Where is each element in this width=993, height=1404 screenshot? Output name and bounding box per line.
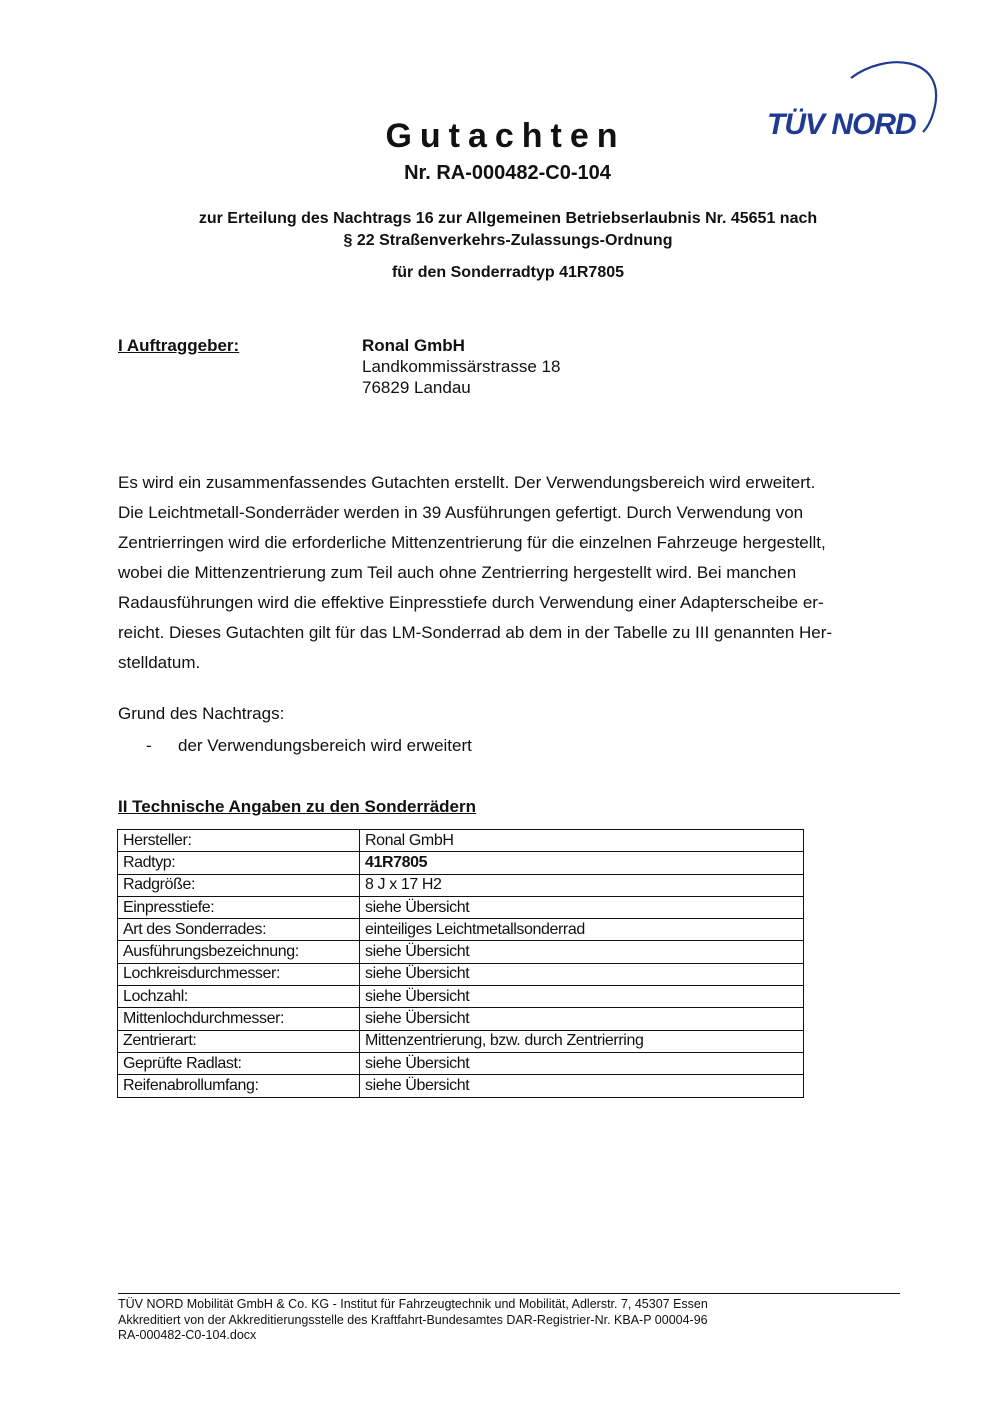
table-row (118, 1030, 804, 1052)
paragraph-line: Die Leichtmetall-Sonderräder werden in 39 Ausführungen gefertigt. Durch Verwendung von (118, 503, 804, 522)
spec-key-cell: Ausführungsbezeichnung: (118, 941, 360, 963)
spec-key-cell: Reifenabrollumfang: (118, 1075, 360, 1097)
table-row (118, 919, 804, 941)
spec-value-cell: siehe Übersicht (360, 896, 804, 918)
spec-value-cell: siehe Übersicht (360, 963, 804, 985)
client-name: Ronal GmbH (362, 336, 465, 355)
document-number: Nr. RA-000482-C0-104 (404, 162, 611, 184)
spec-key-cell: Mittenlochdurchmesser: (118, 1008, 360, 1030)
subtitle-wheel-type: für den Sonderradtyp 41R7805 (391, 264, 625, 281)
footer-divider (118, 1293, 900, 1294)
paragraph-line: Zentrierringen wird die erforderliche Mittenzentrierung für die einzelnen Fahrzeuge hergestellt, (118, 533, 826, 552)
reason-text: der Verwendungsbereich wird erweitert (178, 736, 472, 755)
paragraph-line: Radausführungen wird die effektive Einpresstiefe durch Verwendung einer Adapterscheibe er- (118, 593, 824, 612)
technical-specs-table (117, 829, 804, 1098)
table-row (118, 1052, 804, 1074)
table-row (118, 874, 804, 896)
spec-value-cell: 8 J x 17 H2 (360, 874, 804, 896)
bullet-dash: - (146, 736, 152, 755)
table-row (118, 830, 804, 852)
spec-value-cell: siehe Übersicht (360, 1075, 804, 1097)
spec-value-cell: einteiliges Leichtmetallsonderrad (360, 919, 804, 941)
spec-key-cell: Radgröße: (118, 874, 360, 896)
client-street: Landkommissärstrasse 18 (362, 357, 561, 376)
page-title: Gutachten (385, 117, 626, 155)
spec-value-cell: siehe Übersicht (360, 1052, 804, 1074)
technical-section-heading: II Technische Angaben zu den Sonderrädern (118, 797, 477, 816)
table-row (118, 963, 804, 985)
spec-value-cell: Ronal GmbH (360, 830, 804, 852)
spec-key-cell: Lochzahl: (118, 986, 360, 1008)
spec-key-cell: Hersteller: (118, 830, 360, 852)
paragraph-line: reicht. Dieses Gutachten gilt für das LM-Sonderrad ab dem in der Tabelle zu III genannten Her- (118, 623, 833, 642)
footer-line: Akkreditiert von der Akkreditierungsstelle des Kraftfahrt-Bundesamtes DAR-Registrier-Nr. KBA-P 00004-96 (118, 1312, 708, 1327)
spec-key-cell: Radtyp: (118, 852, 360, 874)
summary-paragraph (118, 468, 898, 678)
footer (118, 1297, 708, 1344)
client-city: 76829 Landau (362, 378, 471, 397)
spec-key-cell: Lochkreisdurchmesser: (118, 963, 360, 985)
table-row (118, 941, 804, 963)
reason-heading: Grund des Nachtrags: (118, 704, 285, 723)
spec-value-cell: siehe Übersicht (360, 941, 804, 963)
spec-key-cell: Einpresstiefe: (118, 896, 360, 918)
table-row (118, 896, 804, 918)
paragraph-line: wobei die Mittenzentrierung zum Teil auch ohne Zentrierring hergestellt wird. Bei manchen (118, 563, 797, 582)
reason-list-item (146, 735, 472, 757)
spec-key-cell: Zentrierart: (118, 1030, 360, 1052)
spec-value-cell: siehe Übersicht (360, 986, 804, 1008)
paragraph-line: stelldatum. (118, 653, 201, 672)
spec-key-cell: Art des Sonderrades: (118, 919, 360, 941)
footer-line: TÜV NORD Mobilität GmbH & Co. KG - Institut für Fahrzeugtechnik und Mobilität, Adlerstr. 7, 45307 Essen (118, 1297, 708, 1311)
table-row (118, 1075, 804, 1097)
table-row (118, 852, 804, 874)
subtitle-line: zur Erteilung des Nachtrags 16 zur Allgemeinen Betriebserlaubnis Nr. 45651 nach (198, 210, 818, 227)
logo-text: TÜV NORD (767, 108, 916, 141)
spec-value-cell: siehe Übersicht (360, 1008, 804, 1030)
spec-key-cell: Geprüfte Radlast: (118, 1052, 360, 1074)
paragraph-line: Es wird ein zusammenfassendes Gutachten erstellt. Der Verwendungsbereich wird erweitert. (118, 473, 816, 492)
client-address (362, 335, 560, 398)
subtitle-line: § 22 Straßenverkehrs-Zulassungs-Ordnung (343, 232, 673, 249)
footer-filename: RA-000482-C0-104.docx (118, 1328, 257, 1342)
spec-value-cell: Mittenzentrierung, bzw. durch Zentrierring (360, 1030, 804, 1052)
table-row (118, 1008, 804, 1030)
subtitle (118, 208, 898, 252)
spec-value-cell: 41R7805 (360, 852, 804, 874)
client-label: I Auftraggeber: (118, 336, 240, 355)
table-row (118, 986, 804, 1008)
technical-specs-body (118, 830, 804, 1098)
